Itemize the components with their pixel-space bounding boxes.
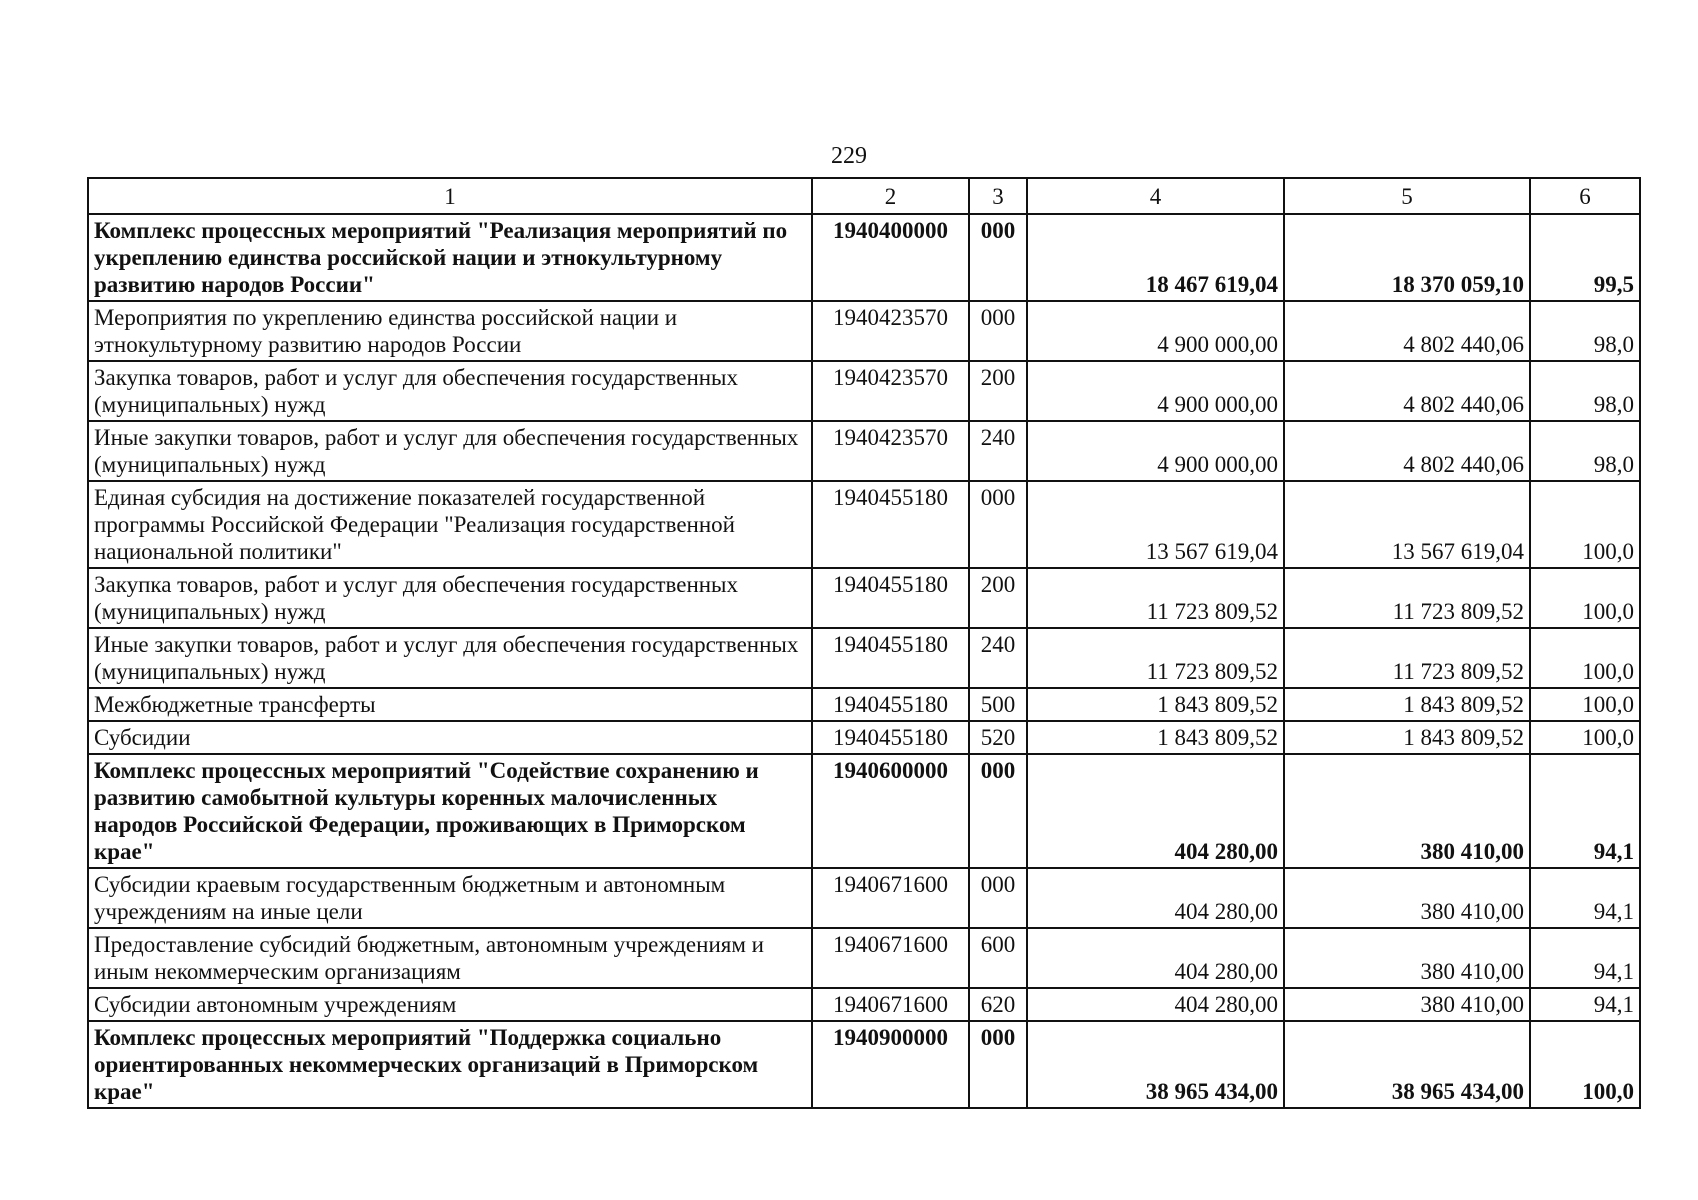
cell-percent: 98,0 <box>1530 361 1640 421</box>
cell-name: Иные закупки товаров, работ и услуг для обеспечения государственных (муниципальных) нужд <box>88 421 812 481</box>
cell-actual: 38 965 434,00 <box>1284 1021 1530 1108</box>
cell-plan: 4 900 000,00 <box>1027 361 1284 421</box>
cell-code: 1940600000 <box>812 754 969 868</box>
table-row <box>88 481 1640 568</box>
cell-name: Мероприятия по укреплению единства российской нации и этнокультурному развитию народов России <box>88 301 812 361</box>
cell-percent: 94,1 <box>1530 868 1640 928</box>
cell-type: 240 <box>969 628 1027 688</box>
cell-code: 1940400000 <box>812 214 969 301</box>
cell-name: Субсидии краевым государственным бюджетным и автономным учреждениям на иные цели <box>88 868 812 928</box>
cell-type: 500 <box>969 688 1027 721</box>
cell-percent: 99,5 <box>1530 214 1640 301</box>
cell-actual: 18 370 059,10 <box>1284 214 1530 301</box>
cell-plan: 11 723 809,52 <box>1027 568 1284 628</box>
table-row <box>88 421 1640 481</box>
cell-plan: 4 900 000,00 <box>1027 421 1284 481</box>
column-header-plan: 4 <box>1027 178 1284 214</box>
cell-percent: 94,1 <box>1530 988 1640 1021</box>
table-body <box>88 214 1640 1108</box>
table-row <box>88 721 1640 754</box>
cell-percent: 100,0 <box>1530 568 1640 628</box>
cell-plan: 404 280,00 <box>1027 868 1284 928</box>
cell-type: 600 <box>969 928 1027 988</box>
cell-name: Комплекс процессных мероприятий "Поддержка социально ориентированных некоммерческих организаций в Приморском крае" <box>88 1021 812 1108</box>
cell-code: 1940455180 <box>812 568 969 628</box>
table-row <box>88 688 1640 721</box>
cell-name: Комплекс процессных мероприятий "Реализация мероприятий по укреплению единства российской нации и этнокультурному развитию народов России" <box>88 214 812 301</box>
table-header <box>88 178 1640 214</box>
table-row <box>88 1021 1640 1108</box>
cell-name: Межбюджетные трансферты <box>88 688 812 721</box>
cell-actual: 1 843 809,52 <box>1284 688 1530 721</box>
cell-actual: 4 802 440,06 <box>1284 421 1530 481</box>
column-header-actual: 5 <box>1284 178 1530 214</box>
cell-code: 1940455180 <box>812 628 969 688</box>
cell-code: 1940423570 <box>812 361 969 421</box>
cell-code: 1940900000 <box>812 1021 969 1108</box>
cell-percent: 100,0 <box>1530 721 1640 754</box>
cell-type: 000 <box>969 214 1027 301</box>
cell-type: 000 <box>969 1021 1027 1108</box>
cell-plan: 13 567 619,04 <box>1027 481 1284 568</box>
cell-name: Субсидии автономным учреждениям <box>88 988 812 1021</box>
cell-plan: 404 280,00 <box>1027 754 1284 868</box>
cell-name: Единая субсидия на достижение показателей государственной программы Российской Федерации "Реализация государственной национальной политики" <box>88 481 812 568</box>
cell-percent: 98,0 <box>1530 421 1640 481</box>
cell-type: 240 <box>969 421 1027 481</box>
cell-code: 1940455180 <box>812 481 969 568</box>
cell-actual: 11 723 809,52 <box>1284 628 1530 688</box>
cell-percent: 98,0 <box>1530 301 1640 361</box>
cell-percent: 94,1 <box>1530 754 1640 868</box>
cell-code: 1940423570 <box>812 301 969 361</box>
cell-actual: 380 410,00 <box>1284 928 1530 988</box>
cell-type: 520 <box>969 721 1027 754</box>
cell-name: Комплекс процессных мероприятий "Содействие сохранению и развитию самобытной культуры коренных малочисленных народов Российской Федерации, проживающих в Приморском крае" <box>88 754 812 868</box>
cell-name: Иные закупки товаров, работ и услуг для обеспечения государственных (муниципальных) нужд <box>88 628 812 688</box>
column-header-code: 2 <box>812 178 969 214</box>
cell-name: Субсидии <box>88 721 812 754</box>
table-row <box>88 868 1640 928</box>
cell-actual: 11 723 809,52 <box>1284 568 1530 628</box>
cell-code: 1940671600 <box>812 988 969 1021</box>
column-header-name: 1 <box>88 178 812 214</box>
cell-percent: 100,0 <box>1530 481 1640 568</box>
cell-plan: 1 843 809,52 <box>1027 721 1284 754</box>
cell-type: 200 <box>969 361 1027 421</box>
cell-plan: 404 280,00 <box>1027 928 1284 988</box>
table-row <box>88 628 1640 688</box>
cell-percent: 100,0 <box>1530 688 1640 721</box>
table-row <box>88 754 1640 868</box>
cell-name: Закупка товаров, работ и услуг для обеспечения государственных (муниципальных) нужд <box>88 361 812 421</box>
page-number: 229 <box>831 143 867 169</box>
cell-actual: 13 567 619,04 <box>1284 481 1530 568</box>
cell-type: 620 <box>969 988 1027 1021</box>
cell-actual: 4 802 440,06 <box>1284 301 1530 361</box>
table-row <box>88 361 1640 421</box>
budget-table <box>87 177 1641 1109</box>
cell-actual: 380 410,00 <box>1284 988 1530 1021</box>
cell-type: 200 <box>969 568 1027 628</box>
cell-code: 1940455180 <box>812 721 969 754</box>
cell-actual: 4 802 440,06 <box>1284 361 1530 421</box>
cell-percent: 94,1 <box>1530 928 1640 988</box>
table-row <box>88 928 1640 988</box>
cell-actual: 380 410,00 <box>1284 754 1530 868</box>
cell-type: 000 <box>969 868 1027 928</box>
column-header-percent: 6 <box>1530 178 1640 214</box>
table-row <box>88 301 1640 361</box>
cell-type: 000 <box>969 481 1027 568</box>
cell-code: 1940455180 <box>812 688 969 721</box>
cell-type: 000 <box>969 754 1027 868</box>
cell-plan: 4 900 000,00 <box>1027 301 1284 361</box>
cell-code: 1940423570 <box>812 421 969 481</box>
cell-type: 000 <box>969 301 1027 361</box>
cell-plan: 404 280,00 <box>1027 988 1284 1021</box>
cell-percent: 100,0 <box>1530 1021 1640 1108</box>
cell-code: 1940671600 <box>812 868 969 928</box>
cell-percent: 100,0 <box>1530 628 1640 688</box>
column-header-type: 3 <box>969 178 1027 214</box>
cell-plan: 18 467 619,04 <box>1027 214 1284 301</box>
table-row <box>88 988 1640 1021</box>
cell-name: Предоставление субсидий бюджетным, автономным учреждениям и иным некоммерческим организациям <box>88 928 812 988</box>
cell-plan: 38 965 434,00 <box>1027 1021 1284 1108</box>
cell-plan: 11 723 809,52 <box>1027 628 1284 688</box>
header-row <box>88 178 1640 214</box>
cell-actual: 380 410,00 <box>1284 868 1530 928</box>
table-row <box>88 214 1640 301</box>
table-row <box>88 568 1640 628</box>
cell-plan: 1 843 809,52 <box>1027 688 1284 721</box>
cell-code: 1940671600 <box>812 928 969 988</box>
cell-name: Закупка товаров, работ и услуг для обеспечения государственных (муниципальных) нужд <box>88 568 812 628</box>
cell-actual: 1 843 809,52 <box>1284 721 1530 754</box>
